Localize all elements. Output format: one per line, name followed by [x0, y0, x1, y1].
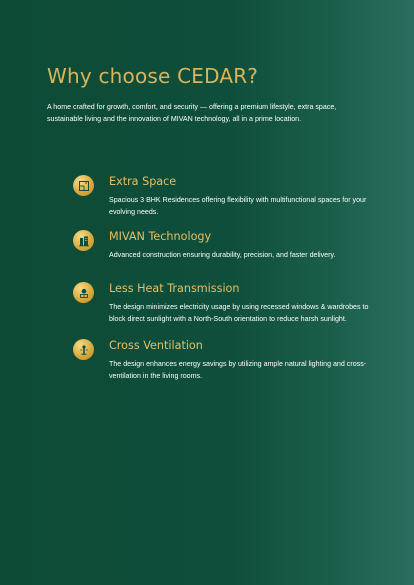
feature-description: The design enhances energy savings by utilizing ample natural lighting and cross-ventilation in the living rooms.	[109, 360, 367, 380]
page-title: Why choose CEDAR?	[47, 64, 259, 88]
feature-description: Spacious 3 BHK Residences offering flexibility with multifunctional spaces for your evolving needs.	[109, 196, 367, 216]
feature-title: MIVAN Technology	[109, 230, 212, 243]
building-icon	[73, 230, 94, 251]
intro-paragraph: A home crafted for growth, comfort, and security — offering a premium lifestyle, extra space, sustainable living and the innovation of MIVAN technology, all in a prime location.	[47, 103, 337, 123]
feature-title: Cross Ventilation	[109, 339, 203, 352]
feature-title: Extra Space	[109, 175, 177, 188]
feature-description: The design minimizes electricity usage by using recessed windows & wardrobes to block direct sunlight with a North-South orientation to reduce harsh sunlight.	[109, 303, 369, 323]
feature-description: Advanced construction ensuring durability, precision, and faster delivery.	[109, 251, 336, 259]
feature-title: Less Heat Transmission	[109, 282, 240, 295]
floor-plan-icon	[73, 175, 94, 196]
ventilation-icon	[73, 339, 94, 360]
sun-window-icon	[73, 282, 94, 303]
